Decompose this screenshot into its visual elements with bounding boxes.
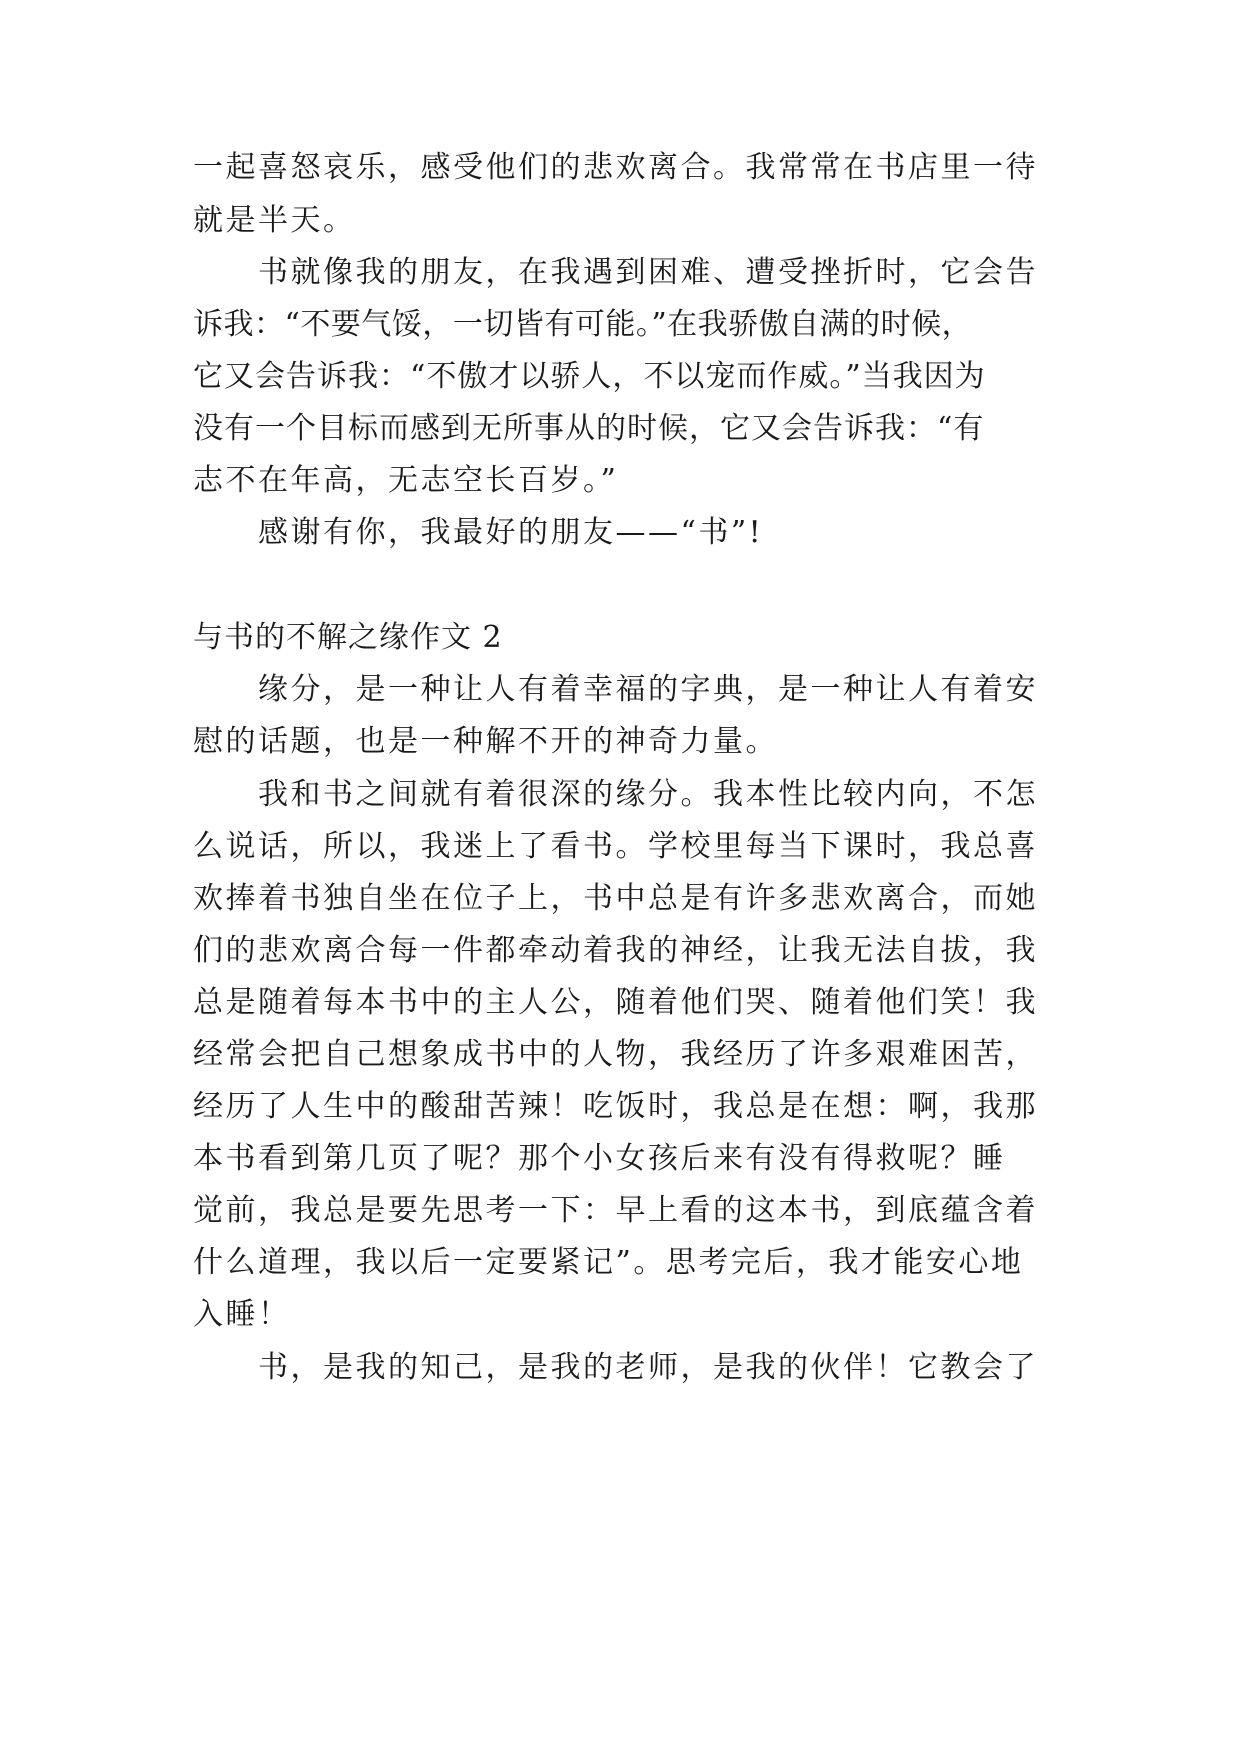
text-line: 就是半天。 (193, 203, 356, 238)
text-line: 们的悲欢离合每一件都牵动着我的神经，让我无法自拔，我 (193, 933, 1038, 968)
text-line: 欢捧着书独自坐在位子上，书中总是有许多悲欢离合，而她 (193, 881, 1038, 916)
text-line: 总是随着每本书中的主人公，随着他们哭、随着他们笑！我 (193, 985, 1038, 1020)
text-line: 志不在年高，无志空长百岁。” (193, 463, 619, 498)
text-line: 入睡！ (193, 1297, 291, 1332)
text-line: 什么道理，我以后一定要紧记”。思考完后，我才能安心地 (193, 1245, 1024, 1280)
text-line: 经历了人生中的酸甜苦辣！吃饭时，我总是在想：啊，我那 (193, 1089, 1038, 1124)
section-heading: 与书的不解之缘作文 2 (193, 620, 503, 655)
text-line: 书就像我的朋友，在我遇到困难、遭受挫折时，它会告 (258, 255, 1038, 290)
text-line: 经常会把自己想象成书中的人物，我经历了许多艰难困苦， (193, 1037, 1038, 1072)
text-line: 没有一个目标而感到无所事从的时候，它又会告诉我：“有 (193, 411, 985, 446)
text-line: 感谢有你，我最好的朋友——“书”! (258, 515, 764, 550)
text-line: 我和书之间就有着很深的缘分。我本性比较内向，不怎 (258, 777, 1038, 812)
text-line: 一起喜怒哀乐，感受他们的悲欢离合。我常常在书店里一待 (193, 150, 1038, 185)
text-line: 么说话，所以，我迷上了看书。学校里每当下课时，我总喜 (193, 829, 1038, 864)
text-line: 觉前，我总是要先思考一下：早上看的这本书，到底蕴含着 (193, 1193, 1038, 1228)
text-line: 本书看到第几页了呢？那个小女孩后来有没有得救呢？睡 (193, 1141, 1006, 1176)
text-line: 它又会告诉我：“不傲才以骄人，不以宠而作威。”当我因为 (193, 359, 986, 394)
text-line: 慰的话题，也是一种解不开的神奇力量。 (193, 724, 778, 759)
text-line: 缘分，是一种让人有着幸福的字典，是一种让人有着安 (258, 672, 1038, 707)
text-line: 书，是我的知己，是我的老师，是我的伙伴！它教会了 (258, 1350, 1038, 1385)
text-line: 诉我：“不要气馁，一切皆有可能。”在我骄傲自满的时候， (193, 307, 973, 342)
